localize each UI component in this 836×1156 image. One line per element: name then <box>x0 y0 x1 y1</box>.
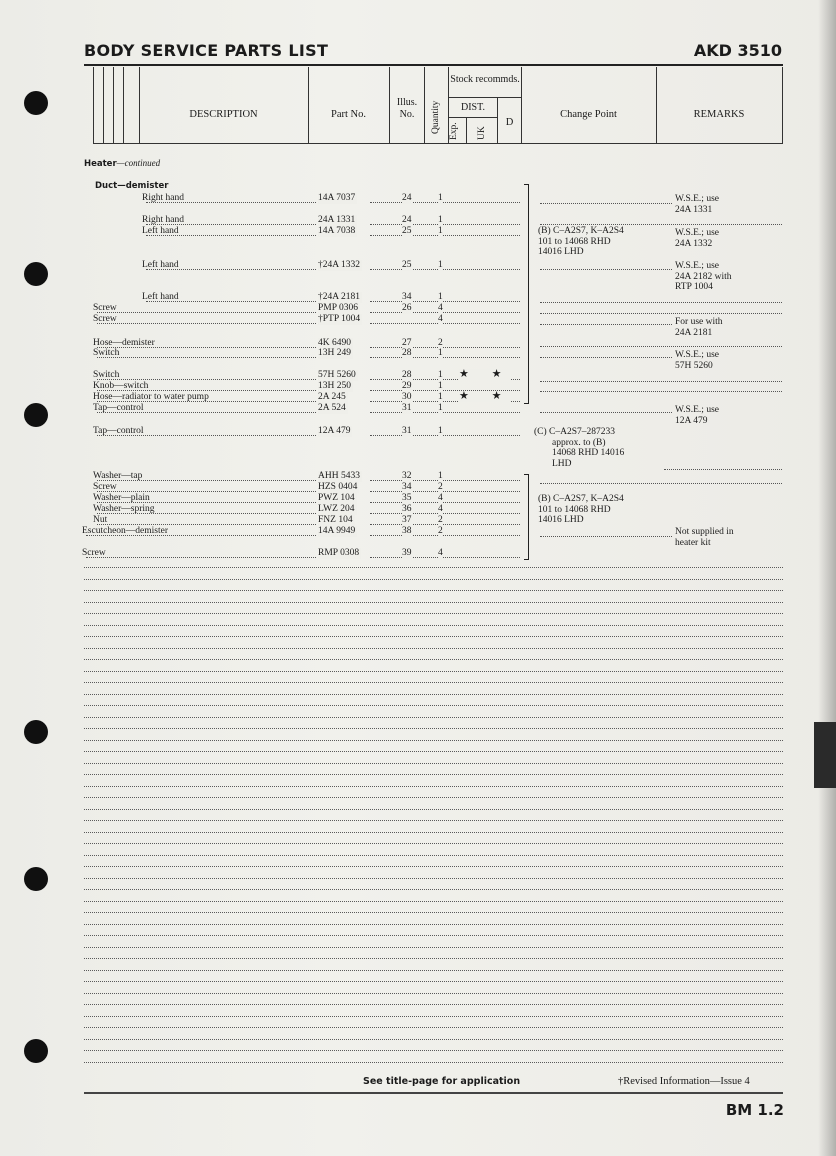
group-bracket <box>524 474 529 560</box>
part-description: Tap—control <box>93 426 144 436</box>
illustration-number: 24 <box>402 193 412 203</box>
part-description: Screw <box>93 314 117 324</box>
part-number: 2A 245 <box>318 392 346 402</box>
part-number: 14A 7037 <box>318 193 356 203</box>
ruled-line <box>84 820 783 821</box>
ruled-line <box>84 970 783 971</box>
col-illus-no: Illus. No. <box>396 97 418 120</box>
col-stock: Stock recommds. <box>450 74 520 85</box>
binder-hole <box>24 867 48 891</box>
quantity: 4 <box>438 314 443 324</box>
quantity: 1 <box>438 471 443 481</box>
part-number: LWZ 204 <box>318 504 355 514</box>
part-description: Left hand <box>142 292 179 302</box>
col-d: D <box>505 117 514 128</box>
illustration-number: 39 <box>402 548 412 558</box>
part-description: Washer—plain <box>93 493 150 503</box>
remark-7: Not supplied in heater kit <box>675 527 734 548</box>
col-exp: Exp. <box>449 122 459 140</box>
illustration-number: 34 <box>402 482 412 492</box>
part-number: PWZ 104 <box>318 493 355 503</box>
part-number: 14A 9949 <box>318 526 356 536</box>
quantity: 1 <box>438 370 443 380</box>
thumb-index-tab <box>814 722 836 788</box>
stock-stars: ★ ★ <box>459 390 512 402</box>
ruled-line <box>84 901 783 902</box>
part-description: Knob—switch <box>93 381 149 391</box>
remark-5: W.S.E.; use 57H 5260 <box>675 350 719 371</box>
illustration-number: 35 <box>402 493 412 503</box>
binder-hole <box>24 1039 48 1063</box>
ruled-line <box>84 912 783 913</box>
ruled-line <box>84 924 783 925</box>
quantity: 4 <box>438 493 443 503</box>
part-description: Screw <box>93 482 117 492</box>
table-row <box>0 392 836 403</box>
col-part-no: Part No. <box>331 109 366 120</box>
change-point-1: (B) C–A2S7, K–A2S4 101 to 14068 RHD 14016 LHD <box>538 226 624 257</box>
ruled-line <box>84 671 783 672</box>
stock-stars: ★ ★ <box>459 368 512 380</box>
group-bracket <box>524 184 529 404</box>
quantity: 1 <box>438 193 443 203</box>
illustration-number: 34 <box>402 292 412 302</box>
col-uk: UK <box>477 126 487 140</box>
col-dist: DIST. <box>461 102 485 113</box>
ruled-line <box>84 878 783 879</box>
col-remarks: REMARKS <box>693 109 745 120</box>
quantity: 2 <box>438 338 443 348</box>
quantity: 4 <box>438 303 443 313</box>
part-description: Right hand <box>142 215 184 225</box>
ruled-line <box>84 1050 783 1051</box>
illustration-number: 24 <box>402 215 412 225</box>
ruled-line <box>84 567 783 568</box>
part-number: FNZ 104 <box>318 515 353 525</box>
col-change-point: Change Point <box>560 109 617 120</box>
quantity: 1 <box>438 215 443 225</box>
part-number: PMP 0306 <box>318 303 359 313</box>
ruled-line <box>84 682 783 683</box>
page-number: BM 1.2 <box>725 1101 784 1119</box>
subsection-heading: Duct—demister <box>95 181 169 191</box>
illustration-number: 37 <box>402 515 412 525</box>
illustration-number: 31 <box>402 426 412 436</box>
remark-2: W.S.E.; use 24A 1332 <box>675 228 719 249</box>
ruled-line <box>84 1016 783 1017</box>
ruled-line <box>84 579 783 580</box>
quantity: 1 <box>438 403 443 413</box>
quantity: 1 <box>438 348 443 358</box>
ruled-line <box>84 855 783 856</box>
remark-3: W.S.E.; use 24A 2182 with RTP 1004 <box>675 261 732 292</box>
ruled-line <box>84 809 783 810</box>
part-number: 13H 250 <box>318 381 351 391</box>
illustration-number: 28 <box>402 348 412 358</box>
part-description: Nut <box>93 515 108 525</box>
part-description: Tap—control <box>93 403 144 413</box>
ruled-line <box>84 740 783 741</box>
ruled-line <box>84 1039 783 1040</box>
ruled-line <box>84 993 783 994</box>
ruled-line <box>84 947 783 948</box>
ruled-line <box>84 935 783 936</box>
document-code: AKD 3510 <box>693 41 782 60</box>
part-description: Hose—demister <box>93 338 155 348</box>
binder-hole <box>24 91 48 115</box>
quantity: 2 <box>438 482 443 492</box>
revision-note: †Revised Information—Issue 4 <box>618 1076 750 1087</box>
ruled-line <box>84 694 783 695</box>
part-number: 2A 524 <box>318 403 346 413</box>
illustration-number: 25 <box>402 226 412 236</box>
table-row <box>0 548 836 559</box>
column-header <box>93 67 783 144</box>
part-description: Switch <box>93 370 120 380</box>
part-description: Screw <box>93 303 117 313</box>
illustration-number: 36 <box>402 504 412 514</box>
part-description: Hose—radiator to water pump <box>93 392 209 402</box>
header-rule <box>84 64 783 66</box>
quantity: 1 <box>438 426 443 436</box>
ruled-line <box>84 1062 783 1063</box>
ruled-line <box>84 958 783 959</box>
table-row <box>0 493 836 504</box>
illustration-number: 29 <box>402 381 412 391</box>
part-number: 13H 249 <box>318 348 351 358</box>
part-number: AHH 5433 <box>318 471 360 481</box>
ruled-line <box>84 613 783 614</box>
ruled-line <box>84 602 783 603</box>
ruled-line <box>84 1027 783 1028</box>
part-description: Escutcheon—demister <box>82 526 169 536</box>
page-title: BODY SERVICE PARTS LIST <box>84 41 329 60</box>
part-number: 4K 6490 <box>318 338 351 348</box>
part-number: 12A 479 <box>318 426 351 436</box>
ruled-line <box>84 843 783 844</box>
quantity: 4 <box>438 504 443 514</box>
col-description: DESCRIPTION <box>189 109 258 120</box>
binder-hole <box>24 720 48 744</box>
illustration-number: 32 <box>402 471 412 481</box>
table-row <box>0 370 836 381</box>
page-edge-shadow <box>818 0 836 1156</box>
quantity: 4 <box>438 548 443 558</box>
illustration-number: 31 <box>402 403 412 413</box>
quantity: 1 <box>438 226 443 236</box>
part-number: †PTP 1004 <box>318 314 361 324</box>
table-row <box>0 426 836 437</box>
ruled-line <box>84 648 783 649</box>
part-description: Washer—tap <box>93 471 143 481</box>
part-description: Washer—spring <box>93 504 155 514</box>
illustration-number: 28 <box>402 370 412 380</box>
illustration-number: 25 <box>402 260 412 270</box>
ruled-line <box>84 636 783 637</box>
change-point-2: (C) C–A2S7–287233 approx. to (B) 14068 RHD 14016 LHD <box>534 427 625 469</box>
ruled-line <box>84 832 783 833</box>
ruled-line <box>84 728 783 729</box>
change-point-3: (B) C–A2S7, K–A2S4 101 to 14068 RHD 14016 LHD <box>538 494 624 525</box>
illustration-number: 30 <box>402 392 412 402</box>
quantity: 1 <box>438 260 443 270</box>
remark-6: W.S.E.; use 12A 479 <box>675 405 719 426</box>
ruled-line <box>84 981 783 982</box>
part-description: Left hand <box>142 226 179 236</box>
part-description: Right hand <box>142 193 184 203</box>
part-description: Left hand <box>142 260 179 270</box>
part-number: †24A 1332 <box>318 260 360 270</box>
ruled-line <box>84 797 783 798</box>
part-number: †24A 2181 <box>318 292 360 302</box>
ruled-line <box>84 1004 783 1005</box>
part-number: 14A 7038 <box>318 226 356 236</box>
part-description: Screw <box>82 548 106 558</box>
section-heading: Heater—continued <box>84 158 161 169</box>
ruled-line <box>84 774 783 775</box>
ruled-line <box>84 717 783 718</box>
table-row <box>0 504 836 515</box>
part-description: Switch <box>93 348 120 358</box>
ruled-line <box>84 866 783 867</box>
remark-4: For use with 24A 2181 <box>675 317 723 338</box>
ruled-line <box>84 786 783 787</box>
ruled-line <box>84 625 783 626</box>
ruled-line <box>84 751 783 752</box>
ruled-line <box>84 590 783 591</box>
quantity: 2 <box>438 526 443 536</box>
part-number: 24A 1331 <box>318 215 356 225</box>
quantity: 1 <box>438 381 443 391</box>
illustration-number: 26 <box>402 303 412 313</box>
ruled-line <box>84 763 783 764</box>
col-quantity: Quantity <box>431 100 441 134</box>
remark-1: W.S.E.; use 24A 1331 <box>675 194 719 215</box>
part-number: HZS 0404 <box>318 482 358 492</box>
ruled-line <box>84 889 783 890</box>
part-number: 57H 5260 <box>318 370 356 380</box>
part-number: RMP 0308 <box>318 548 360 558</box>
quantity: 1 <box>438 292 443 302</box>
illustration-number: 38 <box>402 526 412 536</box>
table-row <box>0 471 836 482</box>
footer-rule <box>84 1092 783 1094</box>
quantity: 2 <box>438 515 443 525</box>
quantity: 1 <box>438 392 443 402</box>
illustration-number: 27 <box>402 338 412 348</box>
ruled-line <box>84 659 783 660</box>
ruled-line <box>84 705 783 706</box>
footer-note: See title-page for application <box>363 1076 521 1087</box>
table-row <box>0 515 836 526</box>
